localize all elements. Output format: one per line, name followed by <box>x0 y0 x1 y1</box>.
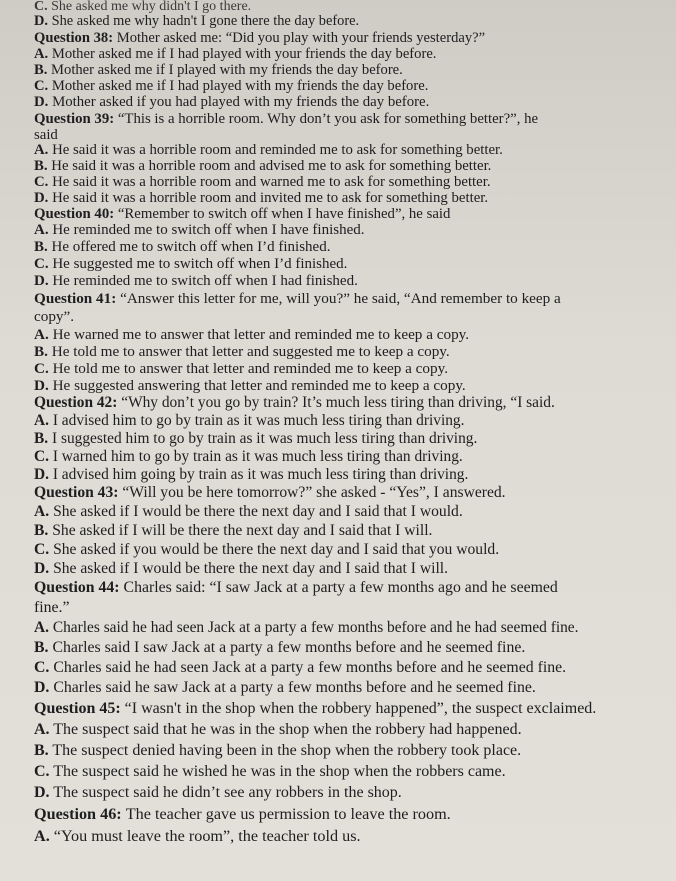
q43-option-d: D. She asked if I would be there the next day and I said that I will. <box>34 560 449 577</box>
q46-option-a: A. “You must leave the room”, the teacher told us. <box>34 827 361 845</box>
q39-option-c: C. He said it was a horrible room and warned me to ask for something better. <box>34 174 491 190</box>
q40-option-b: B. He offered me to switch off when I’d finished. <box>34 239 331 255</box>
q45-option-c: C. The suspect said he wished he was in the shop when the robbers came. <box>34 763 506 780</box>
q41-option-c: C. He told me to answer that letter and reminded me to keep a copy. <box>34 360 449 377</box>
q39-option-b: B. He said it was a horrible room and advised me to ask for something better. <box>34 158 492 174</box>
q38-option-a: A. Mother asked me if I had played with your friends the day before. <box>34 46 437 62</box>
q40-option-a: A. He reminded me to switch off when I have finished. <box>34 222 365 238</box>
q41-option-d: D. He suggested answering that letter and reminded me to keep a copy. <box>34 377 466 394</box>
q38-option-c: C. Mother asked me if I had played with my friends the day before. <box>34 78 429 94</box>
q42-option-a: A. I advised him to go by train as it was much less tiring than driving. <box>34 412 465 429</box>
q39-option-a: A. He said it was a horrible room and reminded me to ask for something better. <box>34 142 503 158</box>
line-q37-c: C. She asked me why didn't I go there. <box>34 0 252 14</box>
q45-option-b: B. The suspect denied having been in the shop when the robbery took place. <box>34 742 522 759</box>
q38-option-d: D. Mother asked if you had played with my friends the day before. <box>34 94 430 110</box>
q44-option-a: A. Charles said he had seen Jack at a party a few months before and he had seemed fine. <box>34 619 579 636</box>
q42-option-b: B. I suggested him to go by train as it was much less tiring than driving. <box>34 430 478 447</box>
q43-option-c: C. She asked if you would be there the next day and I said that you would. <box>34 541 500 558</box>
question-46: Question 46: The teacher gave us permission to leave the room. <box>34 805 451 823</box>
q45-option-a: A. The suspect said that he was in the shop when the robbery had happened. <box>34 721 522 738</box>
q43-option-b: B. She asked if I will be there the next day and I said that I will. <box>34 522 433 539</box>
question-41: Question 41: “Answer this letter for me, will you?” he said, “And remember to keep a <box>34 290 561 307</box>
q40-option-d: D. He reminded me to switch off when I had finished. <box>34 273 358 289</box>
q40-option-c: C. He suggested me to switch off when I’d finished. <box>34 256 348 272</box>
q39-continuation: said <box>34 127 58 143</box>
q41-option-b: B. He told me to answer that letter and suggested me to keep a copy. <box>34 343 450 360</box>
question-39: Question 39: “This is a horrible room. Why don’t you ask for something better?”, he <box>34 111 539 127</box>
q44-option-b: B. Charles said I saw Jack at a party a few months before and he seemed fine. <box>34 639 526 656</box>
question-44: Question 44: Charles said: “I saw Jack at a party a few months ago and he seemed <box>34 579 558 596</box>
q38-option-b: B. Mother asked me if I played with my friends the day before. <box>34 62 403 78</box>
question-42: Question 42: “Why don’t you go by train? It’s much less tiring than driving, “I said. <box>34 394 555 411</box>
q45-option-d: D. The suspect said he didn’t see any robbers in the shop. <box>34 784 402 801</box>
line-q37-d: D. She asked me why hadn't I gone there the day before. <box>34 13 360 29</box>
q44-continuation: fine.” <box>34 599 70 616</box>
question-43: Question 43: “Will you be here tomorrow?” she asked - “Yes”, I answered. <box>34 484 506 501</box>
question-45: Question 45: “I wasn't in the shop when the robbery happened”, the suspect exclaimed. <box>34 700 597 717</box>
question-38: Question 38: Mother asked me: “Did you play with your friends yesterday?” <box>34 30 486 46</box>
question-40: Question 40: “Remember to switch off when I have finished”, he said <box>34 206 451 222</box>
q44-option-c: C. Charles said he had seen Jack at a party a few months before and he seemed fine. <box>34 659 567 676</box>
q44-option-d: D. Charles said he saw Jack at a party a few months before and he seemed fine. <box>34 679 536 696</box>
q42-option-c: C. I warned him to go by train as it was much less tiring than driving. <box>34 448 463 465</box>
q43-option-a: A. She asked if I would be there the next day and I said that I would. <box>34 503 463 520</box>
q39-option-d: D. He said it was a horrible room and invited me to ask for something better. <box>34 190 489 206</box>
q41-continuation: copy”. <box>34 308 75 325</box>
q42-option-d: D. I advised him going by train as it was much less tiring than driving. <box>34 466 469 483</box>
q41-option-a: A. He warned me to answer that letter and reminded me to keep a copy. <box>34 326 470 343</box>
